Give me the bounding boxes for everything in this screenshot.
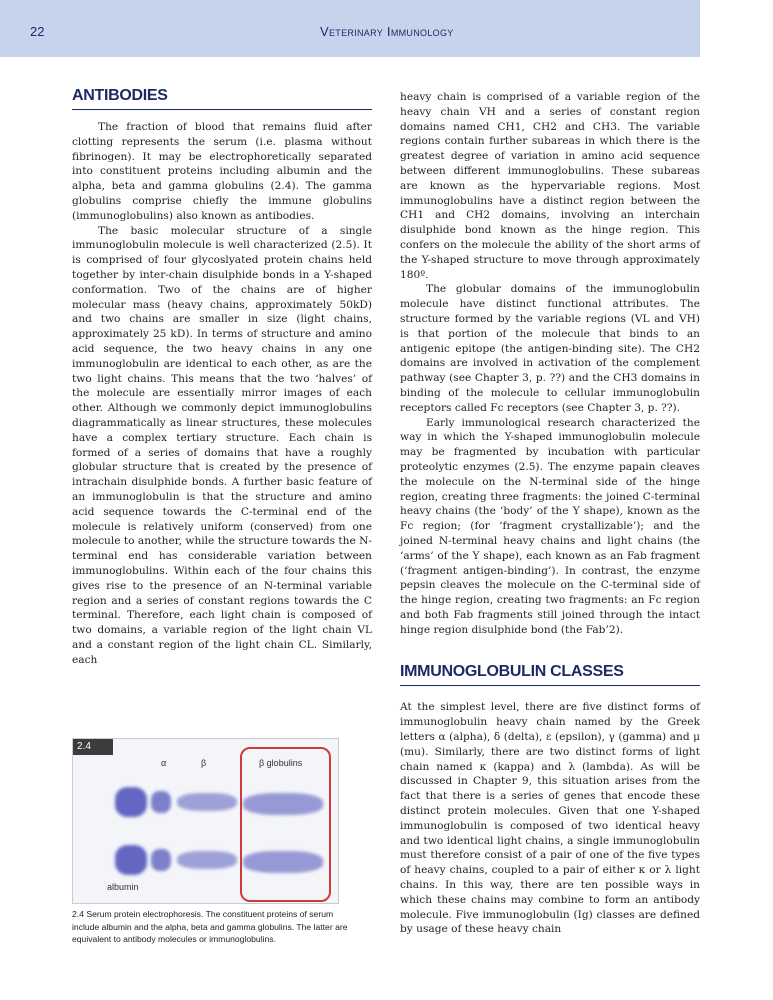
beta-label: β xyxy=(201,758,207,768)
alpha-label: α xyxy=(161,758,167,768)
paragraph: The globular domains of the immunoglobulin molecule have distinct functional attributes. The structure formed by the variable regions (VL and VH) is that portion of the molecule that binds to an antigenic epitope (the antigen-binding site). The CH2 domains are involved in activation of the complement pathway (see Chapter 3, p. ??) and the CH3 domains in binding of the molecule to cellular immunoglobulin receptors called Fc receptors (see Chapter 3, p. ??). xyxy=(400,283,700,414)
paragraph: The fraction of blood that remains fluid after clotting represents the serum (i.e. plasma without fibrinogen). It may be electrophoretically separated into constituent proteins including albumin and the alpha, beta and gamma globulins (2.4). The gamma globulins comprise chiefly the immune globulins (immunoglobulins) also known as antibodies. xyxy=(72,121,372,222)
section-heading-antibodies: ANTIBODIES xyxy=(72,87,372,110)
alpha-band xyxy=(151,849,171,871)
figure-tag: 2.4 xyxy=(73,739,113,755)
running-title: Veterinary Immunology xyxy=(320,24,454,39)
right-column xyxy=(400,90,700,937)
albumin-band xyxy=(115,787,147,817)
section-heading-immunoglobulin-classes: IMMUNOGLOBULIN CLASSES xyxy=(400,663,700,686)
beta-band xyxy=(177,851,237,869)
left-column xyxy=(72,87,372,667)
globulins-bracket xyxy=(240,747,331,902)
paragraph: The basic molecular structure of a single immunoglobulin molecule is well characterized (2.5). It is comprised of four glycoslyated protein chains held together by inter-chain disulphide bonds in a Y-shaped conformation. Two of the chains are of higher molecular mass (heavy chains, approximately 50kD) and two chains are smaller in size (light chains, approximately 25 kD). In terms of structure and amino acid sequence, the two heavy chains in any one immunoglobulin are identical to each other, as are the two light chains. This means that the two ‘halves’ of the molecule are essentially mirror images of each other. Although we commonly depict immunoglobulins diagrammatically as linear structures, these molecules have a complex tertiary structure. Each chain is formed of a series of domains that have a roughly globular structure that is created by the presence of intrachain disulphide bonds. A further basic feature of an immunoglobulin is that the structure and amino acid sequence towards the C-terminal end of the molecule is relatively uniform (conserved) from one molecule to another, while the structure towards the N-terminal end has considerable variation between immunoglobulins. Within each of the four chains this gives rise to the presence of an N-terminal variable region and a series of constant regions towards the C terminal. Therefore, each light chain is composed of two domains, a variable region of the light chain VL and a constant region of the light chain CL. Similarly, each xyxy=(72,224,372,666)
paragraph: Early immunological research characterized the way in which the Y-shaped immunoglobulin molecule may be fragmented by incubation with particular proteolytic enzymes (2.5). The enzyme papain cleaves the molecule on the N-terminal side of the hinge region, creating three fragments: the joined C-terminal heavy chains (the ‘body’ of the Y shape), known as the Fc region; (for ‘fragment crystallizable’); and the joined N-terminal heavy chains and light chains (the ‘arms’ of the Y shape), each known as an Fab fragment (‘fragment antigen-binding’). In contrast, the enzyme pepsin cleaves the molecule on the C-terminal side of the hinge region, creating two fragments: an Fc region and both Fab fragments still joined through the intact hinge region disulphide bond (the Fab’2). xyxy=(400,416,700,636)
albumin-band xyxy=(115,845,147,875)
albumin-label: albumin xyxy=(107,882,139,892)
alpha-band xyxy=(151,791,171,813)
paragraph: heavy chain is comprised of a variable region of the heavy chain VH and a series of constant region domains named CH1, CH2 and CH3. The variable regions contain further subareas in which there is the greatest degree of variation in amino acid sequence between different immunoglobulins. These subareas are known as the hypervariable regions. Most immunoglobulins have a distinct region between the CH1 and CH2 domains, involving an interchain disulphide bond known as the hinge region. This confers on the molecule the ability of the short arms of the Y-shaped structure to move through approximately 180º. xyxy=(400,91,700,281)
page-number: 22 xyxy=(30,24,45,39)
page-header xyxy=(0,0,700,57)
paragraph: At the simplest level, there are five distinct forms of immunoglobulin heavy chain named by the Greek letters α (alpha), δ (delta), ε (epsilon), γ (gamma) and μ (mu). Similarly, there are two distinct forms of light chain named κ (kappa) and λ (lambda). As will be discussed in Chapter 9, this situation arises from the fact that there is a series of genes that encode these distinct protein molecules. Given that one Y-shaped immunoglobulin is composed of two identical heavy and two identical light chains, a single immunoglobulin must therefore consist of a pair of one of the five types of heavy chains, coupled to a pair of either κ or λ light chains. In this way, there are ten possible ways in which these chains may combine to form an antibody molecule. Five immunoglobulin (Ig) classes are defined by usage of these heavy chain xyxy=(400,701,700,936)
globulins-label: β globulins xyxy=(259,758,303,768)
electrophoresis-figure xyxy=(72,738,339,904)
beta-band xyxy=(177,793,237,811)
figure-caption: 2.4 Serum protein electrophoresis. The constituent proteins of serum include albumin and the alpha, beta and gamma globulins. The latter are equivalent to antibody molecules or immunoglobulins. xyxy=(72,909,348,944)
